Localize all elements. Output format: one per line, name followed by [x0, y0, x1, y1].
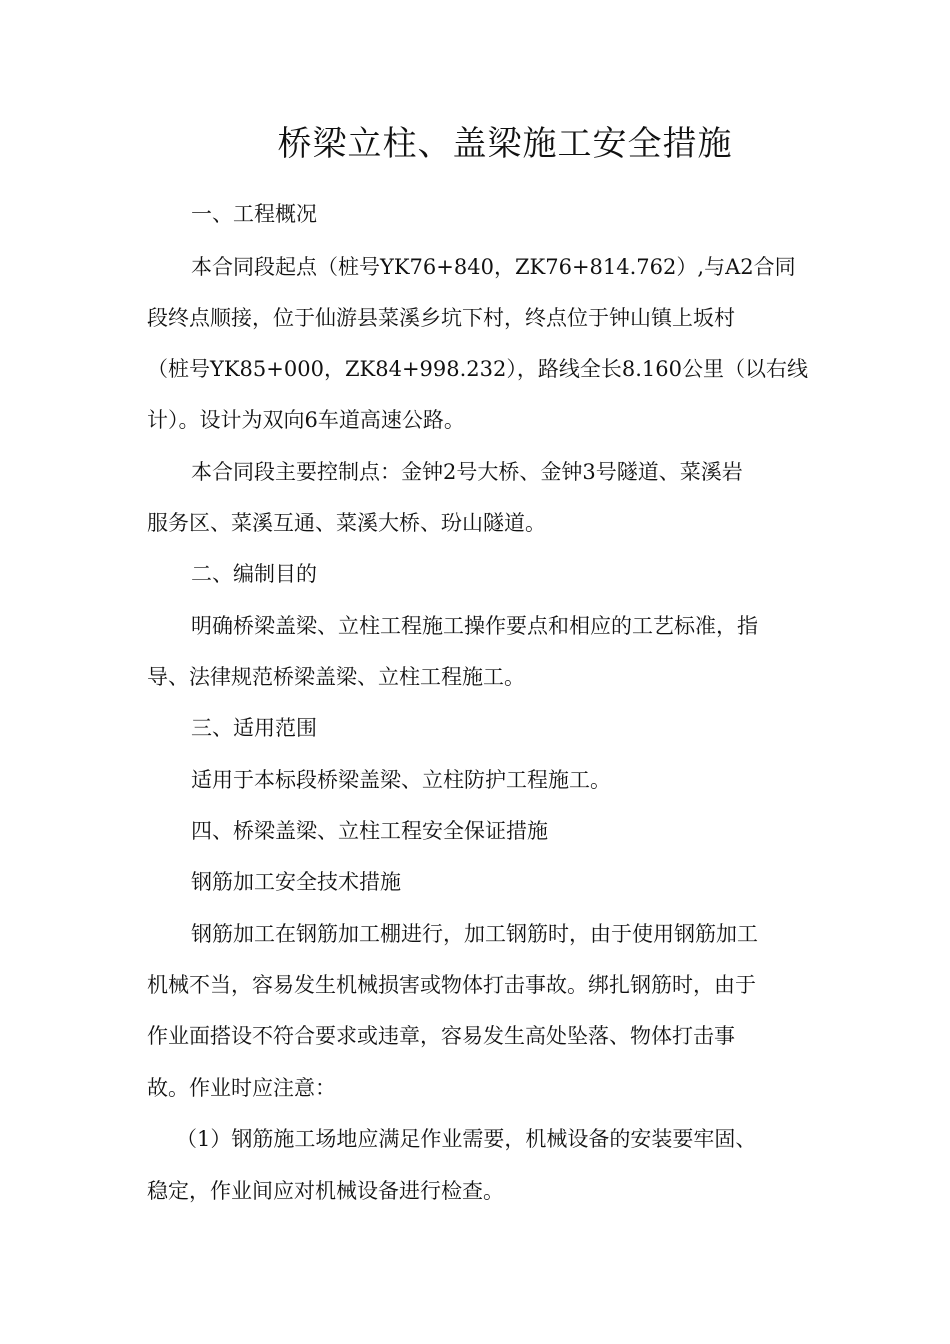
section-heading-measures: 四、桥梁盖梁、立柱工程安全保证措施 — [191, 819, 548, 843]
paragraph-line: （桩号YK85+000，ZK84+998.232），路线全长8.160公里（以右线 — [147, 357, 809, 381]
section-heading-scope: 三、适用范围 — [191, 716, 317, 740]
paragraph-line: 导、法律规范桥梁盖梁、立柱工程施工。 — [147, 665, 525, 689]
subheading-rebar: 钢筋加工安全技术措施 — [191, 870, 401, 894]
section-heading-overview: 一、工程概况 — [191, 202, 317, 226]
paragraph-line: 服务区、菜溪互通、菜溪大桥、玢山隧道。 — [147, 511, 546, 535]
paragraph-line: 作业面搭设不符合要求或违章，容易发生高处坠落、物体打击事 — [147, 1024, 735, 1048]
document-title: 桥梁立柱、盖梁施工安全措施 — [277, 124, 733, 164]
paragraph-line: 计）。设计为双向6车道高速公路。 — [147, 408, 465, 432]
paragraph-line: 稳定，作业间应对机械设备进行检查。 — [147, 1179, 504, 1203]
paragraph-line: 本合同段起点（桩号YK76+840，ZK76+814.762）,与A2合同 — [191, 255, 796, 279]
paragraph-line: 本合同段主要控制点：金钟2号大桥、金钟3号隧道、菜溪岩 — [191, 460, 743, 484]
paragraph-line: 故。作业时应注意： — [147, 1076, 336, 1100]
paragraph-line: 明确桥梁盖梁、立柱工程施工操作要点和相应的工艺标准，指 — [191, 614, 758, 638]
paragraph-line: 适用于本标段桥梁盖梁、立柱防护工程施工。 — [191, 768, 611, 792]
list-item: （1）钢筋施工场地应满足作业需要，机械设备的安装要牢固、 — [176, 1127, 757, 1151]
paragraph-line: 钢筋加工在钢筋加工棚进行，加工钢筋时，由于使用钢筋加工 — [191, 922, 758, 946]
paragraph-line: 段终点顺接，位于仙游县菜溪乡坑下村，终点位于钟山镇上坂村 — [147, 306, 735, 330]
section-heading-purpose: 二、编制目的 — [191, 562, 317, 586]
paragraph-line: 机械不当，容易发生机械损害或物体打击事故。绑扎钢筋时，由于 — [147, 973, 756, 997]
